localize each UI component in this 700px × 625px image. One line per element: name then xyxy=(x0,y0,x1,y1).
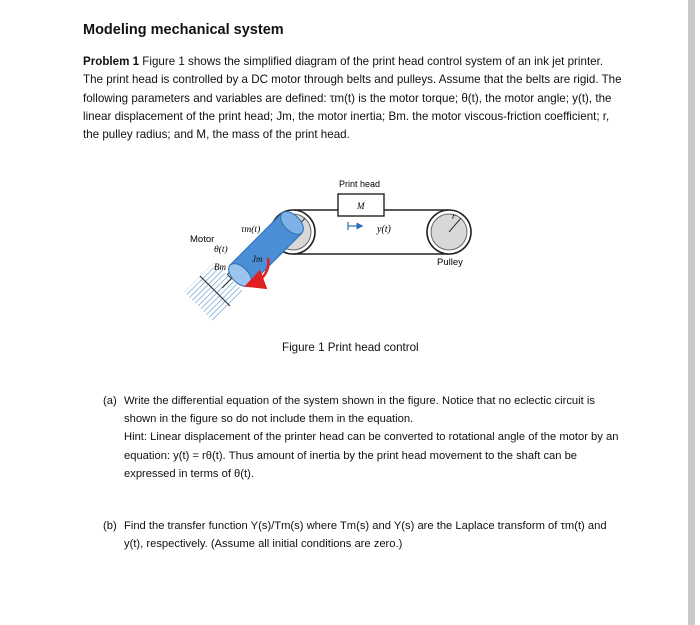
inertia-label: Jm xyxy=(252,254,263,264)
figure-caption: Figure 1 Print head control xyxy=(282,341,419,354)
motor-label: Motor xyxy=(190,234,215,245)
part-b-label: (b) xyxy=(103,520,117,532)
question-part-a xyxy=(103,392,623,483)
print-head-label: Print head xyxy=(339,179,381,189)
right-pulley xyxy=(427,210,471,254)
part-a-text: Write the differential equation of the system shown in the figure. Notice that no eclectic circuit is shown in the figure so do not include them in the equation. xyxy=(124,395,595,426)
part-a-hint: Hint: Linear displacement of the printer head can be converted to rotational angle of the motor by an equation: y(t) = rθ(t). Thus amount of inertia by the print head movement to the shaft can be expressed in terms of θ(t). xyxy=(124,431,619,480)
page-title: Modeling mechanical system xyxy=(83,22,284,38)
displacement-arrow xyxy=(348,222,360,230)
angle-label: θ(t) xyxy=(214,245,228,255)
radius-label-right: r xyxy=(452,211,456,221)
displacement-label: y(t) xyxy=(377,224,391,235)
question-part-b xyxy=(103,517,623,553)
friction-label: Bm xyxy=(214,262,226,272)
part-b-text: Find the transfer function Y(s)/Tm(s) where Tm(s) and Y(s) are the Laplace transform of τm(t) and y(t), respectively. (Assume all initial conditions are zero.) xyxy=(124,520,607,551)
part-a-label: (a) xyxy=(103,395,117,407)
mass-label: M xyxy=(357,201,365,211)
torque-label: τm(t) xyxy=(241,225,261,235)
problem-body: Figure 1 shows the simplified diagram of the print head control system of an ink jet printer. The print head is controlled by a DC motor through belts and pulleys. Assume that the belts are rigid. The following parameters and variables are defined: τm(t) is the motor torque; θ(t), the motor angle; y(t), the linear displacement of the print head; Jm, the motor inertia; Bm. the motor viscous-friction coefficient; r, the pulley radius; and M, the mass of the print head. xyxy=(83,55,622,142)
problem-label: Problem 1 xyxy=(83,55,140,68)
pulley-label: Pulley xyxy=(437,257,463,268)
